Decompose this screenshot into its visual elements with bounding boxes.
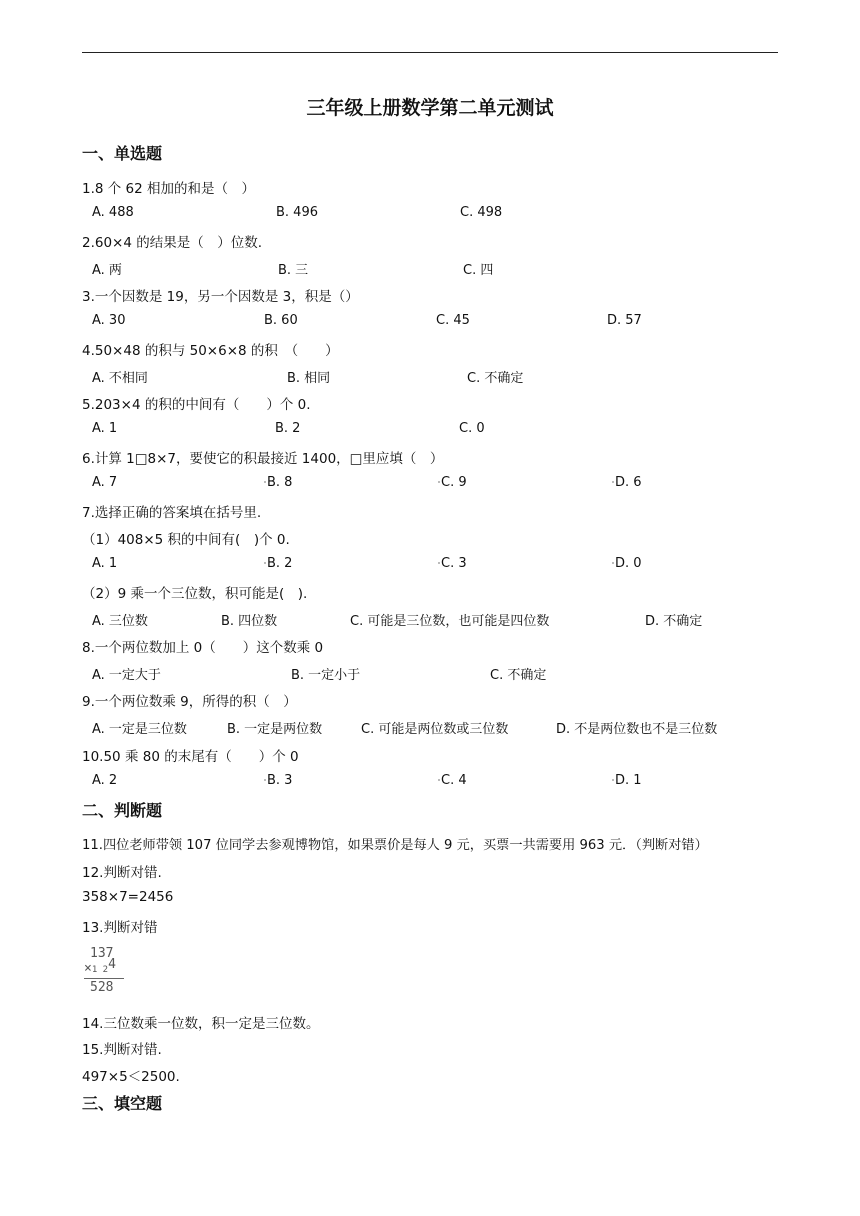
- option-7-1a: A. 1: [92, 556, 118, 571]
- option-10a: A. 2: [92, 773, 118, 788]
- option-10d: D. 1: [615, 773, 642, 788]
- bullet-dot: [438, 779, 440, 781]
- option-7-1c: C. 3: [441, 556, 467, 571]
- option-4a: A. 不相同: [92, 371, 148, 386]
- option-1c: C. 498: [460, 205, 503, 220]
- section-heading-true-false: 二、判断题: [82, 801, 163, 820]
- option-6a: A. 7: [92, 475, 118, 490]
- option-7-2a: A. 三位数: [92, 614, 148, 629]
- bullet-dot: [612, 481, 614, 483]
- question-14: 14.三位数乘一位数，积一定是三位数。: [82, 1016, 320, 1032]
- option-5c: C. 0: [459, 421, 485, 436]
- header-rule: [82, 52, 778, 53]
- option-2a: A. 两: [92, 263, 122, 278]
- option-9b: B. 一定是两位数: [227, 722, 323, 737]
- question-6: 6.计算 1□8×7，要使它的积最接近 1400，□里应填（ ）: [82, 451, 444, 467]
- option-5a: A. 1: [92, 421, 118, 436]
- question-8: 8.一个两位数加上 0（ ）这个数乘 0: [82, 640, 324, 656]
- option-8a: A. 一定大于: [92, 668, 161, 683]
- option-7-1b: B. 2: [267, 556, 293, 571]
- question-9: 9.一个两位数乘 9，所得的积（ ）: [82, 694, 297, 710]
- option-9d: D. 不是两位数也不是三位数: [556, 722, 718, 737]
- calc-times-sign: ×: [84, 961, 92, 976]
- option-6b: B. 8: [267, 475, 293, 490]
- question-1: 1.8 个 62 相加的和是（ ）: [82, 181, 256, 197]
- option-4b: B. 相同: [287, 371, 331, 386]
- bullet-dot: [264, 562, 266, 564]
- option-2c: C. 四: [463, 263, 494, 278]
- option-4c: C. 不确定: [467, 371, 524, 386]
- bullet-dot: [612, 779, 614, 781]
- question-11: 11.四位老师带领 107 位同学去参观博物馆，如果票价是每人 9 元，买票一共需要用 963 元．（判断对错）: [82, 838, 708, 853]
- question-13: 13.判断对错: [82, 920, 158, 936]
- multiplication-figure: [84, 946, 126, 996]
- option-6d: D. 6: [615, 475, 642, 490]
- option-1a: A. 488: [92, 205, 134, 220]
- option-6c: C. 9: [441, 475, 467, 490]
- option-1b: B. 496: [276, 205, 318, 220]
- calc-rule: [84, 978, 124, 979]
- option-7-2b: B. 四位数: [221, 614, 278, 629]
- calc-result: 528: [90, 980, 114, 995]
- question-2: 2.60×4 的结果是（ ）位数.: [82, 235, 263, 251]
- question-7: 7.选择正确的答案填在括号里.: [82, 505, 262, 521]
- option-9c: C. 可能是两位数或三位数: [361, 722, 509, 737]
- calc-row-1: 137: [90, 946, 114, 961]
- calc-row-2: [84, 957, 116, 976]
- question-12-expression: 358×7=2456: [82, 889, 174, 905]
- option-3c: C. 45: [436, 313, 470, 328]
- calc-carry: 1 2: [91, 965, 109, 975]
- option-2b: B. 三: [278, 263, 309, 278]
- question-15-expression: 497×5＜2500.: [82, 1069, 180, 1085]
- question-10: 10.50 乘 80 的末尾有（ ）个 0: [82, 749, 299, 765]
- option-7-2d: D. 不确定: [645, 614, 703, 629]
- option-7-1d: D. 0: [615, 556, 642, 571]
- calc-multiplier: 4: [108, 957, 116, 972]
- question-5: 5.203×4 的积的中间有（ ）个 0.: [82, 397, 311, 413]
- option-5b: B. 2: [275, 421, 301, 436]
- option-10c: C. 4: [441, 773, 467, 788]
- bullet-dot: [438, 481, 440, 483]
- bullet-dot: [438, 562, 440, 564]
- section-heading-single-choice: 一、单选题: [82, 144, 163, 163]
- question-7-part-2: （2）9 乘一个三位数，积可能是( ).: [82, 586, 308, 602]
- option-3b: B. 60: [264, 313, 298, 328]
- question-15: 15.判断对错.: [82, 1042, 162, 1058]
- option-9a: A. 一定是三位数: [92, 722, 187, 737]
- question-3: 3.一个因数是 19，另一个因数是 3，积是（）: [82, 289, 359, 305]
- option-3d: D. 57: [607, 313, 642, 328]
- question-7-part-1: （1）408×5 积的中间有( )个 0.: [82, 532, 290, 548]
- question-4: 4.50×48 的积与 50×6×8 的积 （ ）: [82, 343, 339, 359]
- option-8c: C. 不确定: [490, 668, 547, 683]
- option-7-2c: C. 可能是三位数，也可能是四位数: [350, 614, 550, 629]
- option-10b: B. 3: [267, 773, 293, 788]
- bullet-dot: [264, 481, 266, 483]
- section-heading-fill-blank: 三、填空题: [82, 1094, 163, 1113]
- bullet-dot: [612, 562, 614, 564]
- question-12: 12.判断对错.: [82, 865, 162, 881]
- bullet-dot: [264, 779, 266, 781]
- option-8b: B. 一定小于: [291, 668, 361, 683]
- option-3a: A. 30: [92, 313, 126, 328]
- page-title: 三年级上册数学第二单元测试: [306, 97, 554, 119]
